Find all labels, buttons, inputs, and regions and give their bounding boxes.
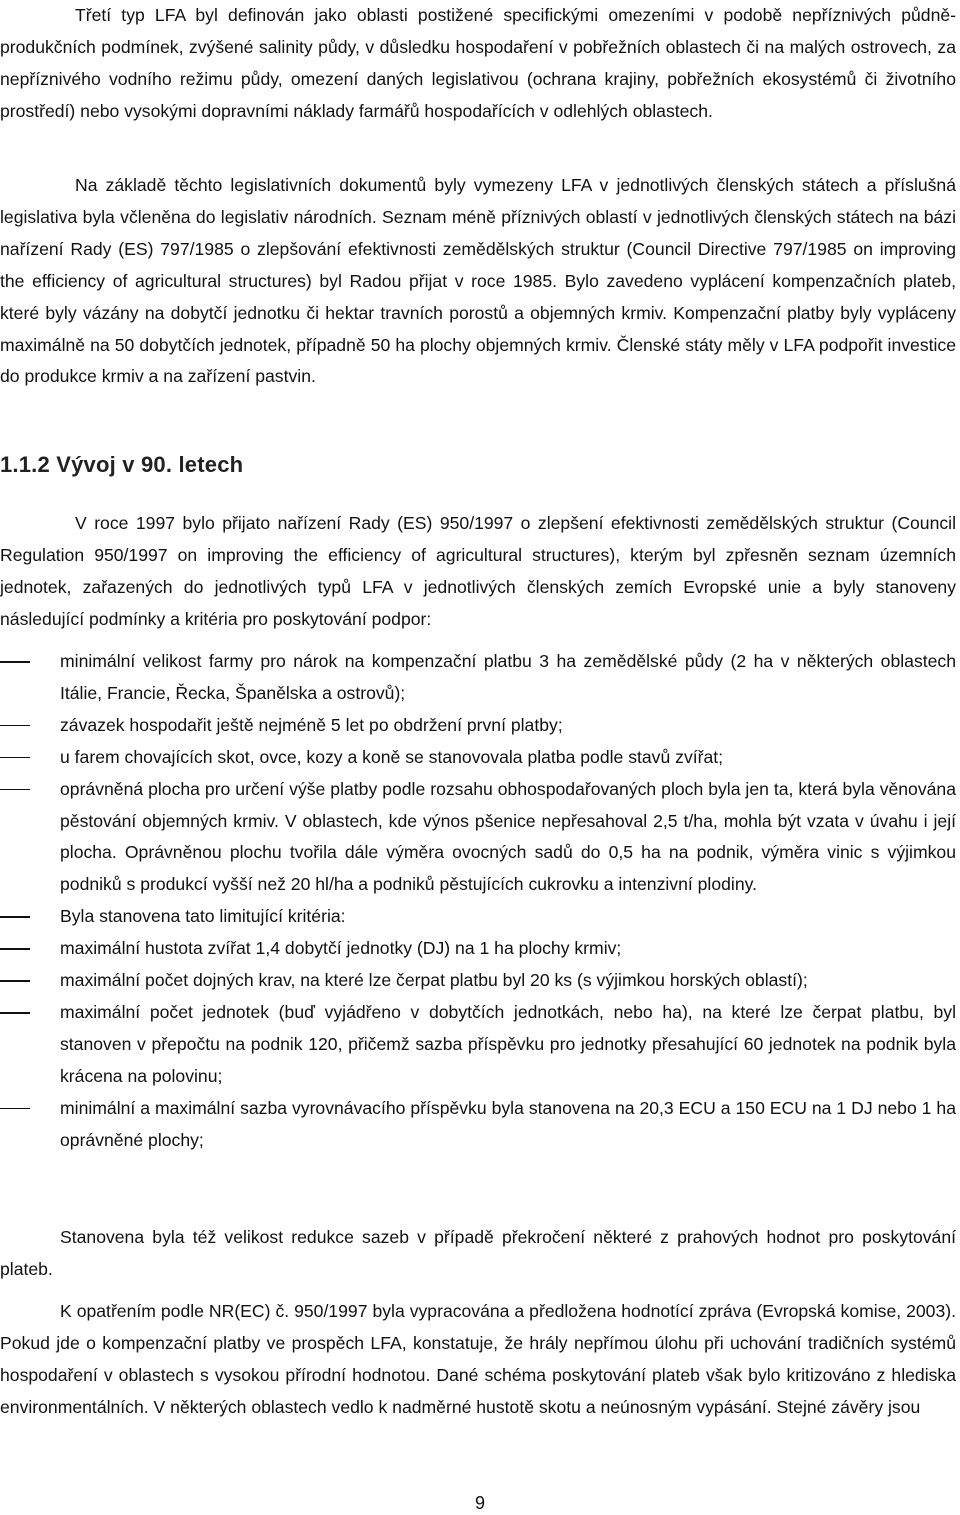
paragraph-text: K opatřením podle NR(EC) č. 950/1997 byla vypracována a předložena hodnotící zpráva (Evropská komise, 2003). Pokud jde o kompenzační platby ve prospěch LFA, konstatuje, že hrály nepřímou úlohu při uchování tradičních systémů hospodaření v oblastech s vysokou přírodní hodnotou. Dané schéma poskytování plateb však bylo kritizováno z hlediska environmentálních. V některých oblastech vedlo k nadměrné hustotě skotu a neúnosným vypásání. Stejné závěry jsou (0, 1301, 956, 1417)
list-item-text: oprávněná plocha pro určení výše platby podle rozsahu obhospodařovaných ploch byla jen ta, která byla věnována pěstování objemných krmiv. V oblastech, kde výnos pšenice nepřesahoval 2,5 t/ha, mohla být vzata v úvahu i její plocha. Oprávněnou plochu tvořila dále výměra ovocných sadů do 0,5 ha na podnik, výměra vinic s výjimkou podniků s produkcí vyšší než 20 hl/ha a podniků pěstujících cukrovku a intenzivní plodiny. (60, 778, 956, 895)
paragraph-reduction (0, 1222, 960, 1286)
list-item (0, 933, 960, 965)
list-item-text: Byla stanovena tato limitující kritéria: (60, 906, 346, 927)
dash-bullet-icon (0, 916, 30, 918)
paragraph-lfa-third-type (0, 0, 960, 128)
list-item (0, 965, 960, 997)
dash-bullet-icon (0, 1012, 30, 1014)
list-item-text: maximální počet dojných krav, na které lze čerpat platbu byl 20 ks (s výjimkou horských oblastí); (60, 970, 808, 991)
conditions-list (0, 646, 960, 1157)
list-item (0, 646, 960, 710)
dash-bullet-icon (0, 948, 30, 950)
list-item-text: minimální velikost farmy pro nárok na kompenzační platbu 3 ha zemědělské půdy (2 ha v některých oblastech Itálie, Francie, Řecka, Španělska a ostrovů); (60, 651, 956, 703)
page-number: 9 (474, 1493, 485, 1513)
list-item (0, 742, 960, 774)
dash-bullet-icon (0, 1108, 30, 1110)
paragraph-text: V roce 1997 bylo přijato nařízení Rady (ES) 950/1997 o zlepšení efektivnosti zemědělských struktur (Council Regulation 950/1997 on improving the efficiency of agricultural structures), kterým byl zpřesněn seznam územních jednotek, zařazených do jednotlivých typů LFA v jednotlivých členských zemích Evropské unie a byly stanoveny následující podmínky a kritéria pro poskytování podpor: (0, 513, 956, 629)
section-heading: 1.1.2 Vývoj v 90. letech (0, 452, 244, 477)
paragraph-legislative-documents (0, 170, 960, 393)
list-item-text: závazek hospodařit ještě nejméně 5 let po obdržení první platby; (60, 714, 563, 735)
list-item (0, 774, 960, 902)
paragraph-text: Na základě těchto legislativních dokumentů byly vymezeny LFA v jednotlivých členských státech a příslušná legislativa byla včleněna do legislativ národních. Seznam méně příznivých oblastí v jednotlivých členských státech na bázi nařízení Rady (ES) 797/1985 o zlepšování efektivnosti zemědělských struktur (Council Directive 797/1985 on improving the efficiency of agricultural structures) byl Radou přijat v roce 1985. Bylo zavedeno vyplácení kompenzačních plateb, které byly vázány na dobytčí jednotku či hektar travních porostů a objemných krmiv. Kompenzační platby byly vypláceny maximálně na 50 dobytčích jednotek, případně 50 ha plochy objemných krmiv. Členské státy měly v LFA podpořit investice do produkce krmiv a na zařízení pastvin. (0, 175, 956, 387)
paragraph-regulation-1997 (0, 508, 960, 636)
dash-bullet-icon (0, 789, 30, 791)
list-item-text: maximální počet jednotek (buď vyjádřeno v dobytčích jednotkách, nebo ha), na které lze čerpat platbu, byl stanoven v přepočtu na podnik 120, přičemž sazba příspěvku pro jednotky přesahující 60 jednotek na podnik byla krácena na polovinu; (60, 1001, 956, 1086)
list-item (0, 1093, 960, 1157)
dash-bullet-icon (0, 725, 30, 727)
paragraph-text: Stanovena byla též velikost redukce sazeb v případě překročení některé z prahových hodnot pro poskytování plateb. (0, 1227, 956, 1279)
list-item (0, 997, 960, 1093)
paragraph-evaluation-report (0, 1296, 960, 1424)
list-item (0, 901, 960, 933)
dash-bullet-icon (0, 757, 30, 759)
dash-bullet-icon (0, 980, 30, 982)
list-item-text: minimální a maximální sazba vyrovnávacího příspěvku byla stanovena na 20,3 ECU a 150 ECU na 1 DJ nebo 1 ha oprávněné plochy; (60, 1097, 956, 1150)
list-item-text: u farem chovajících skot, ovce, kozy a koně se stanovovala platba podle stavů zvířat; (60, 746, 724, 767)
dash-bullet-icon (0, 661, 30, 663)
list-item-text: maximální hustota zvířat 1,4 dobytčí jednotky (DJ) na 1 ha plochy krmiv; (60, 938, 622, 959)
paragraph-text: Třetí typ LFA byl definován jako oblasti postižené specifickými omezeními v podobě nepříznivých půdně-produkčních podmínek, zvýšené salinity půdy, v důsledku hospodaření v pobřežních oblastech či na malých ostrovech, za nepříznivého vodního režimu půdy, omezení daných legislativou (ochrana krajiny, pobřežních ekosystémů či životního prostředí) nebo vysokými dopravními náklady farmářů hospodařících v odlehlých oblastech. (0, 5, 956, 121)
list-item (0, 710, 960, 742)
